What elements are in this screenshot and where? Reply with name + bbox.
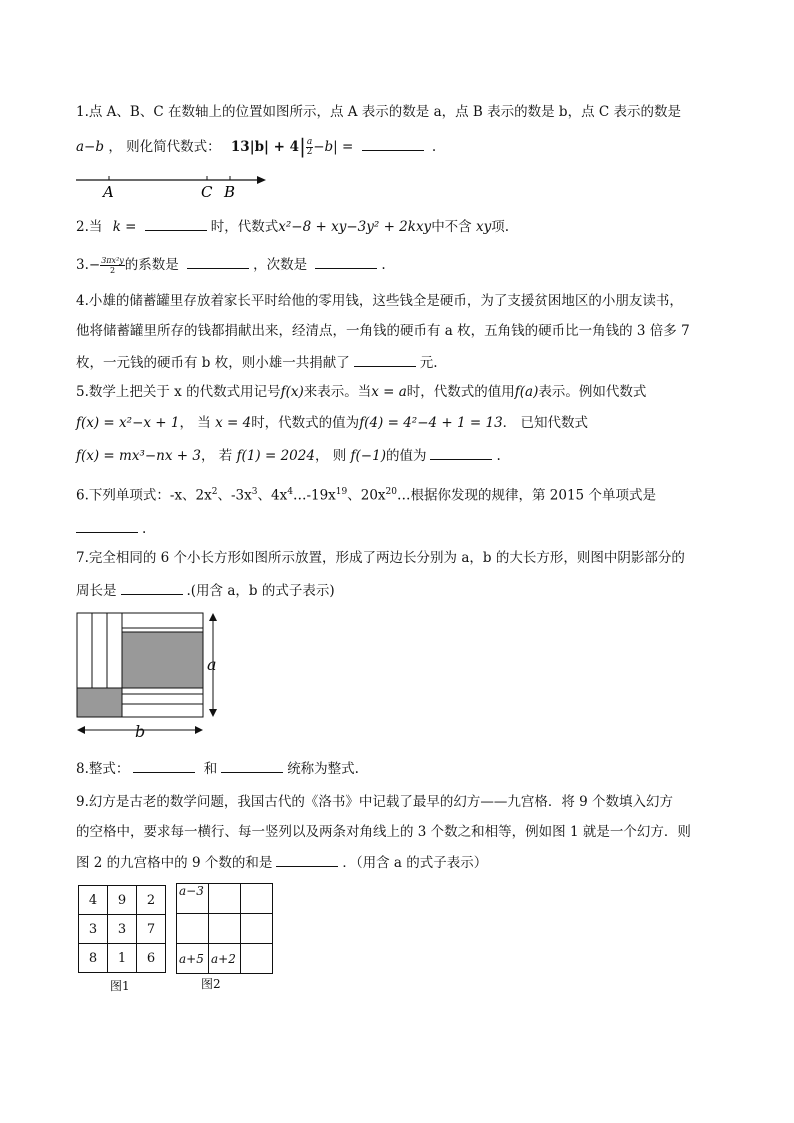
q3-coef-blank[interactable]	[187, 254, 249, 269]
q4-line3: 枚，一元钱的硬币有 b 枚，则小雄一共捐献了 元.	[76, 352, 438, 373]
magic-square-fig2: a−3 a+5 a+2	[176, 883, 273, 974]
q1-answer-blank[interactable]	[362, 136, 424, 151]
q1-line1: 1.点 A、B、C 在数轴上的位置如图所示，点 A 表示的数是 a，点 B 表示的数是 b，点 C 表示的数是	[76, 104, 681, 120]
q2-answer-blank[interactable]	[145, 216, 207, 231]
q8-blank-1[interactable]	[133, 758, 195, 773]
fig2-caption: 图2	[201, 977, 221, 991]
q1-expr-a-b: a−b	[76, 139, 105, 155]
q4-line1: 4.小雄的储蓄罐里存放着家长平时给他的零用钱，这些钱全是硬币，为了支援贫困地区的小朋友读书，	[76, 293, 683, 309]
q7-line2: 周长是 .(用含 a，b 的式子表示)	[76, 580, 335, 601]
label-B: B	[224, 183, 236, 200]
fig1-caption: 图1	[110, 979, 130, 993]
q8-line: 8.整式： 和 统称为整式.	[76, 758, 359, 779]
q6-line: 6.下列单项式：-x、$2x^2$、$-3x^3$、$4x^4\dots-19x^{19}$、$20x^{20}\dots$根据你发现的规律，第 2015 个单项式是	[76, 487, 656, 504]
q9-line1: 9.幻方是古老的数学问题，我国古代的《洛书》中记载了最早的幻方——九宫格．将 9 个数填入幻方	[76, 794, 674, 810]
q5-line2: f(x) = x²−x + 1， 当 x = 4时，代数式的值为f(4) = 4²−4 + 1 = 13． 已知代数式	[76, 415, 588, 431]
label-A: A	[103, 183, 114, 200]
q4-answer-blank[interactable]	[354, 352, 416, 367]
q6-line2: .	[76, 518, 146, 539]
q1-expr: 13|b| + 4	[230, 139, 300, 155]
q2-line: 2.当 k = 时，代数式x²−8 + xy−3y² + 2kxy中不含 xy项.	[76, 216, 509, 237]
q6-answer-blank[interactable]	[76, 518, 138, 533]
q4-line2: 他将储蓄罐里所存的钱都捐献出来，经清点，一角钱的硬币有 a 枚，五角钱的硬币比一角钱的 3 倍多 7	[76, 323, 690, 339]
rectangle-figure	[76, 610, 226, 742]
q7-line1: 7.完全相同的 6 个小长方形如图所示放置，形成了两边长分别为 a，b 的大长方形，则图中阴影部分的	[76, 550, 685, 566]
q7-answer-blank[interactable]	[121, 580, 183, 595]
q9-answer-blank[interactable]	[276, 852, 338, 867]
q1-expr-post: −b	[313, 139, 334, 155]
q3-fraction: $\frac{\text{3πx²y}}{2}$	[101, 256, 124, 275]
q1-line2: a−b ， 则化简代数式： 13|b| + 4| $\frac{a}{2}$ −b| = .	[76, 134, 437, 158]
q5-line1: 5.数学上把关于 x 的代数式用记号f(x)来表示。当x = a时，代数式的值用f(a)表示。例如代数式	[76, 384, 647, 400]
label-b: b	[135, 722, 146, 741]
q9-line2: 的空格中，要求每一横行、每一竖列以及两条对角线上的 3 个数之和相等，例如图 1 就是一个幻方．则	[76, 824, 691, 840]
q1-eq: | =	[333, 139, 354, 155]
q3-line: 3.− $\frac{\text{3πx²y}}{2}$ 的系数是 ，次数是 .	[76, 256, 386, 275]
q8-blank-2[interactable]	[221, 758, 283, 773]
q9-line3: 图 2 的九宫格中的 9 个数的和是 ．（用含 a 的式子表示）	[76, 852, 487, 873]
q1-text: ， 则化简代数式：	[108, 139, 221, 155]
q5-line3: f(x) = mx³−nx + 3， 若 f(1) = 2024， 则 f(−1)的值为 .	[76, 445, 501, 466]
q5-answer-blank[interactable]	[430, 445, 492, 460]
q3-degree-blank[interactable]	[315, 254, 377, 269]
magic-square-fig1: 4 9 2 3 3 7 8 1 6	[78, 885, 166, 973]
number-line	[76, 170, 276, 200]
q1-end: .	[431, 139, 437, 155]
label-a: a	[207, 655, 217, 674]
q1-fraction: $\frac{a}{2}$	[306, 137, 313, 157]
label-C: C	[201, 183, 213, 200]
